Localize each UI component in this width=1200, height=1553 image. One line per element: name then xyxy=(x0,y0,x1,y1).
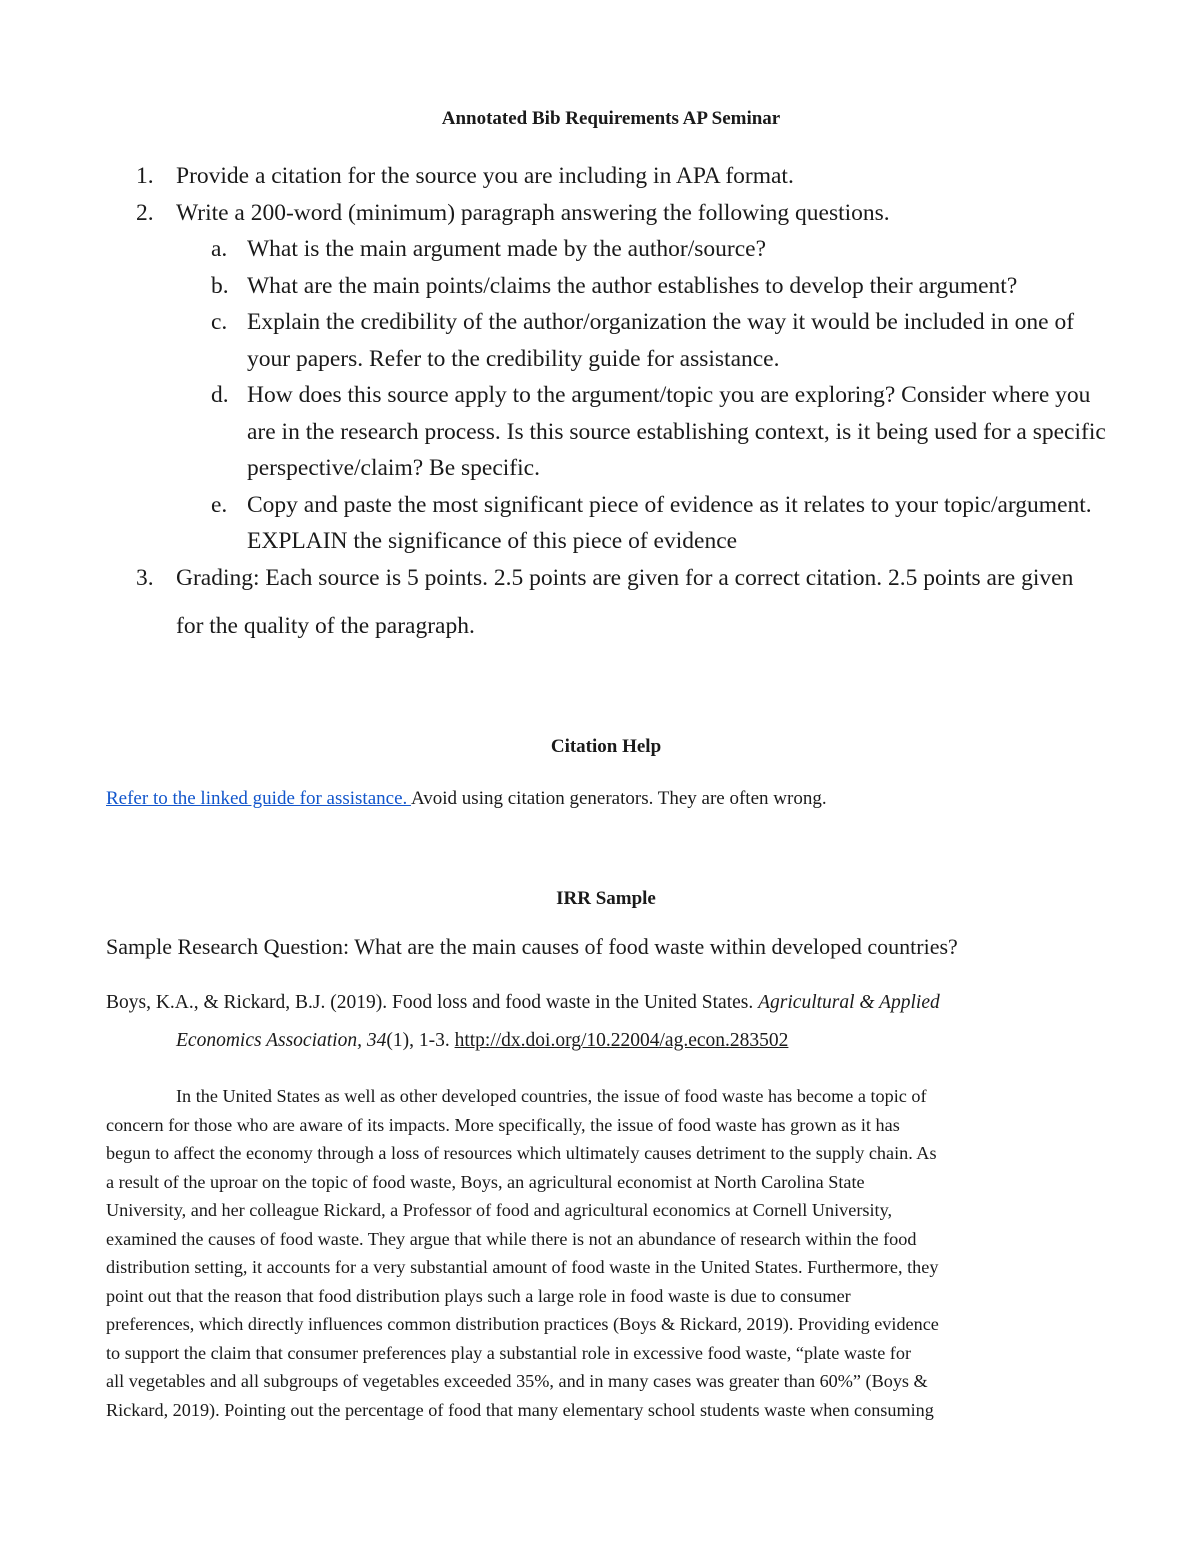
citation-guide-link[interactable]: Refer to the linked guide for assistance. xyxy=(106,788,411,809)
grading-text: Grading: Each source is 5 points. 2.5 points are given for a correct citation. 2.5 points are given for the quality of the paragraph. xyxy=(176,564,1074,639)
citation-help-line xyxy=(106,788,827,810)
question-text: Explain the credibility of the author/organization the way it would be included in one of your papers. Refer to the credibility guide for assistance. xyxy=(247,309,1075,372)
doi-link[interactable]: http://dx.doi.org/10.22004/ag.econ.283502 xyxy=(454,1030,789,1051)
annotation-line: point out that the reason that food distribution plays such a large role in food waste is due to consumer xyxy=(106,1285,851,1306)
annotation-line: examined the causes of food waste. They argue that while there is not an abundance of research within the food xyxy=(106,1228,917,1249)
annotation-line: Rickard, 2019). Pointing out the percentage of food that many elementary school students waste when consuming xyxy=(106,1399,934,1420)
annotation-line: to support the claim that consumer preferences play a substantial role in excessive food waste, “plate waste for xyxy=(106,1342,912,1363)
annotation-line: distribution setting, it accounts for a very substantial amount of food waste in the United States. Furthermore, they xyxy=(106,1257,939,1277)
question-item xyxy=(106,377,1106,487)
requirements-list xyxy=(106,158,1106,650)
apa-reference xyxy=(106,984,1096,1060)
document-page xyxy=(106,0,1106,1553)
list-letter: d. xyxy=(211,382,229,408)
question-item xyxy=(106,231,1106,268)
annotation-line: begun to affect the economy through a loss of resources which ultimately causes detriment to the supply chain. As xyxy=(106,1143,937,1163)
list-number: 1. xyxy=(136,163,154,189)
reference-journal-volume: Economics Association, 34 xyxy=(176,1030,387,1051)
list-letter: e. xyxy=(211,491,228,518)
reference-line xyxy=(106,984,1096,1022)
reference-journal: Agricultural & Applied xyxy=(758,992,940,1013)
requirement-item xyxy=(106,158,1106,195)
list-number: 3. xyxy=(136,564,154,591)
reference-issue-pages: (1), 1-3. xyxy=(386,1030,455,1051)
list-number: 2. xyxy=(136,199,154,226)
requirement-item xyxy=(106,195,1106,232)
list-letter: c. xyxy=(211,309,228,335)
citation-help-text: Avoid using citation generators. They are often wrong. xyxy=(410,788,827,809)
annotation-line: concern for those who are aware of its impacts. More specifically, the issue of food waste has grown as it has xyxy=(106,1114,900,1135)
question-item xyxy=(106,304,1106,377)
reference-line xyxy=(106,1022,1096,1060)
question-text: What are the main points/claims the author establishes to develop their argument? xyxy=(247,272,1018,299)
annotation-line: all vegetables and all subgroups of vegetables exceeded 35%, and in many cases was greater than 60%” (Boys & xyxy=(106,1371,928,1391)
annotation-line: In the United States as well as other developed countries, the issue of food waste has become a topic of xyxy=(176,1086,927,1106)
irr-sample-heading: IRR Sample xyxy=(556,888,656,909)
question-text: What is the main argument made by the author/source? xyxy=(247,236,767,262)
citation-help-heading: Citation Help xyxy=(550,736,662,757)
annotation-line: a result of the uproar on the topic of food waste, Boys, an agricultural economist at North Carolina State xyxy=(106,1171,865,1192)
annotation-paragraph xyxy=(106,1082,1094,1424)
annotation-line: preferences, which directly influences common distribution practices (Boys & Rickard, 2019). Providing evidence xyxy=(106,1314,939,1334)
question-item xyxy=(106,487,1106,560)
sample-research-question: Sample Research Question: What are the main causes of food waste within developed countries? xyxy=(106,934,958,959)
reference-authors-title: Boys, K.A., & Rickard, B.J. (2019). Food loss and food waste in the United States. xyxy=(106,992,759,1013)
question-text: How does this source apply to the argument/topic you are exploring? Consider where you are in the research process. Is this source establishing context, is it being used for a specific perspective/claim? Be specific. xyxy=(247,382,1106,481)
requirement-text: Write a 200-word (minimum) paragraph answering the following questions. xyxy=(176,199,890,226)
page-title: Annotated Bib Requirements AP Seminar xyxy=(441,108,781,129)
question-text: Copy and paste the most significant piece of evidence as it relates to your topic/argument. EXPLAIN the significance of this piece of evidence xyxy=(247,491,1092,554)
list-letter: a. xyxy=(211,236,228,262)
requirement-text: Provide a citation for the source you are including in APA format. xyxy=(176,163,794,189)
question-item xyxy=(106,268,1106,305)
list-letter: b. xyxy=(211,272,229,299)
grading-item xyxy=(106,554,1106,650)
annotation-line: University, and her colleague Rickard, a Professor of food and agricultural economics at Cornell University, xyxy=(106,1200,893,1220)
